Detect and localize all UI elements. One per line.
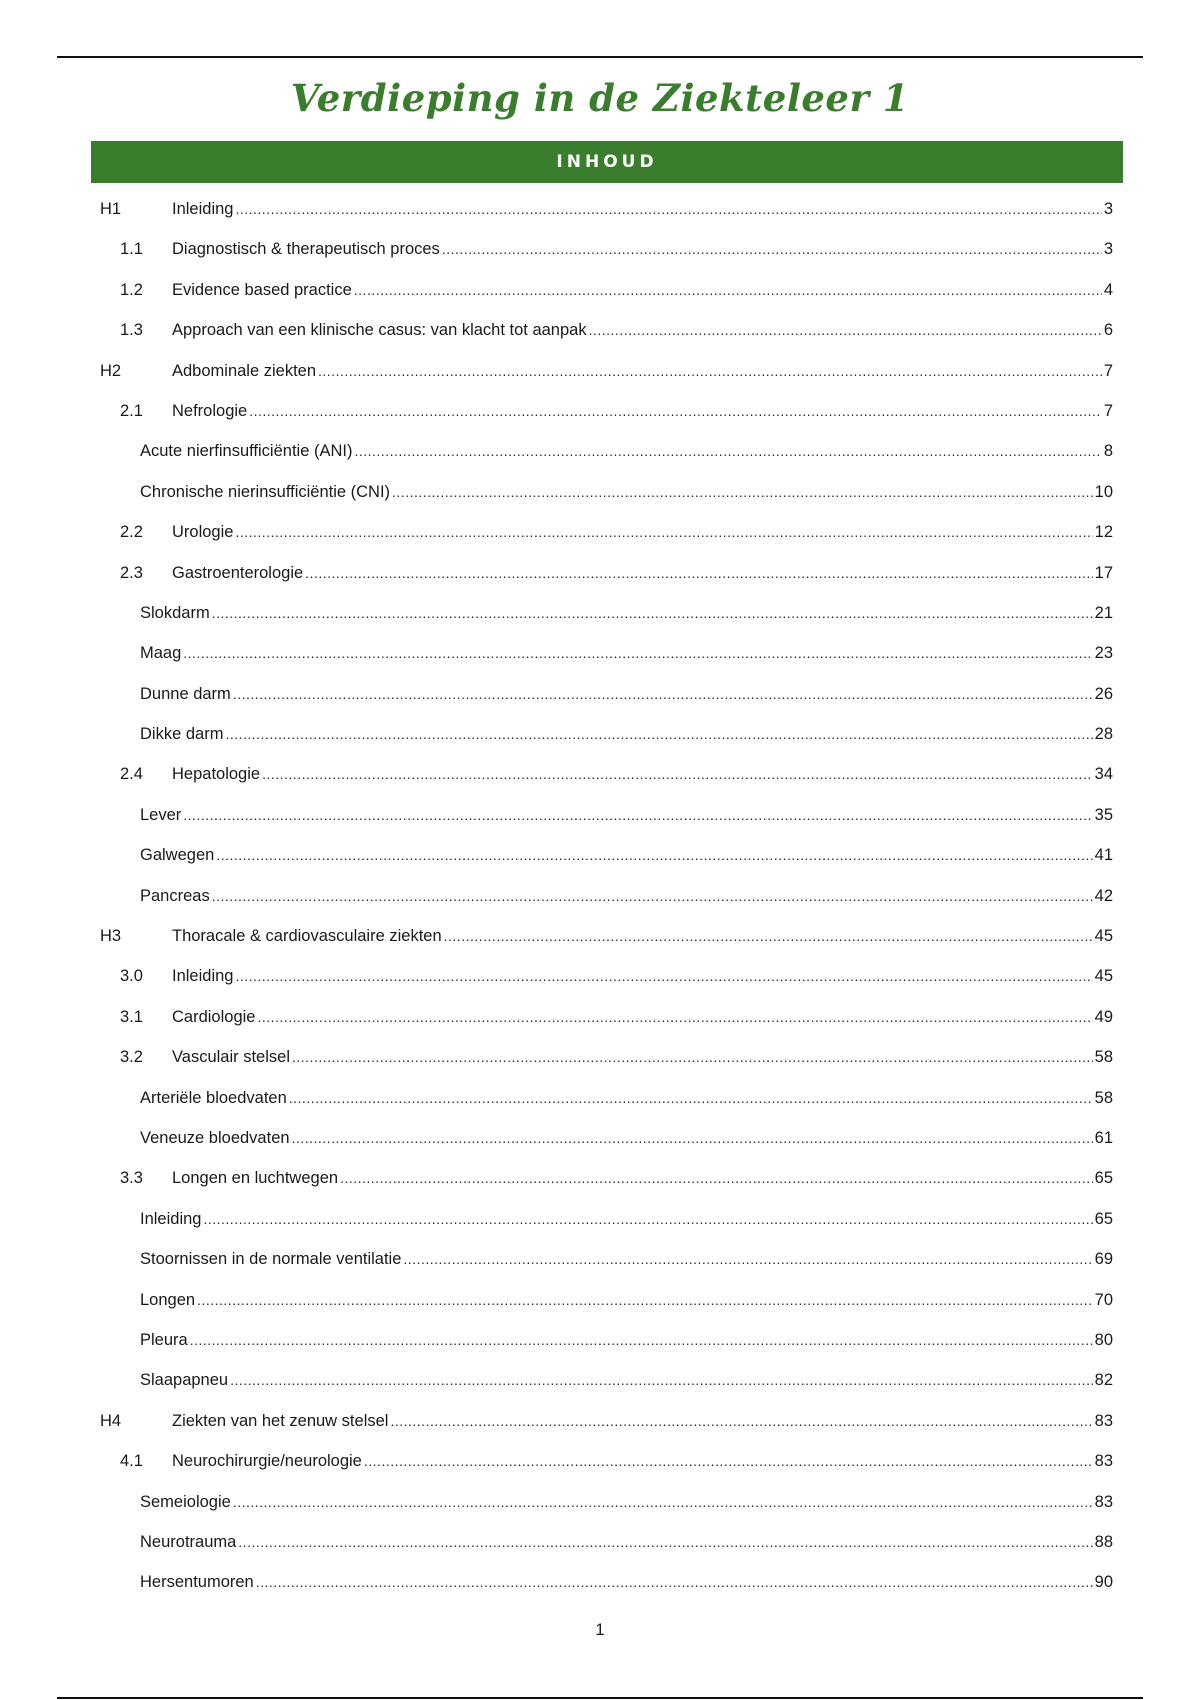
toc-entry-number: H4 [100, 1411, 122, 1430]
toc-entry-label[interactable]: Maag [140, 644, 182, 663]
toc-entry[interactable] [0, 1320, 1200, 1360]
toc-entry-row [172, 391, 1113, 431]
toc-entry[interactable] [0, 1280, 1200, 1320]
toc-entry-row [140, 431, 1113, 471]
dot-leader [212, 876, 1093, 916]
toc-entry-row [172, 189, 1113, 229]
toc-entry-page[interactable]: 45 [1094, 967, 1113, 986]
toc-entry-page[interactable]: 49 [1094, 1007, 1113, 1026]
toc-entry-row [172, 512, 1113, 552]
toc-entry[interactable] [0, 1360, 1200, 1400]
toc-entry-number: 2.3 [120, 563, 143, 582]
toc-entry-row [140, 714, 1113, 754]
toc-entry-label[interactable]: Approach van een klinische casus: van klacht tot aanpak [172, 321, 587, 340]
dot-leader [390, 1401, 1092, 1441]
toc-entry-label[interactable]: Stoornissen in de normale ventilatie [140, 1250, 402, 1269]
toc-entry[interactable] [0, 997, 1200, 1037]
toc-entry-page[interactable]: 83 [1094, 1411, 1113, 1430]
toc-entry-label[interactable]: Cardiologie [172, 1007, 256, 1026]
dot-leader [305, 553, 1092, 593]
toc-entry-row [172, 1158, 1113, 1198]
toc-entry-page[interactable]: 17 [1094, 563, 1113, 582]
toc-entry-row [140, 876, 1113, 916]
toc-entry-row [140, 1522, 1113, 1562]
toc-entry[interactable] [0, 553, 1200, 593]
toc-entry[interactable] [0, 431, 1200, 471]
toc-entry-label[interactable]: Pancreas [140, 886, 210, 905]
dot-leader [442, 229, 1102, 269]
toc-entry-page[interactable]: 65 [1094, 1209, 1113, 1228]
toc-entry[interactable] [0, 795, 1200, 835]
toc-entry-page[interactable]: 82 [1094, 1371, 1113, 1390]
dot-leader [216, 835, 1092, 875]
dot-leader [183, 795, 1092, 835]
toc-entry-label[interactable]: Diagnostisch & therapeutisch proces [172, 240, 440, 259]
dot-leader [262, 754, 1093, 794]
toc-entry-label[interactable]: Inleiding [172, 200, 234, 218]
toc-entry[interactable] [0, 512, 1200, 552]
toc-entry[interactable] [0, 916, 1200, 956]
toc-entry-label[interactable]: Urologie [172, 523, 234, 542]
toc-entry-row [172, 1441, 1113, 1481]
dot-leader [354, 270, 1102, 310]
toc-entry-label[interactable]: Slokdarm [140, 603, 210, 622]
toc-entry-row [140, 1562, 1113, 1602]
top-divider [57, 56, 1143, 58]
toc-entry-row [172, 1037, 1113, 1077]
toc-entry-label[interactable]: Nefrologie [172, 401, 248, 420]
toc-entry-label[interactable]: Arteriële bloedvaten [140, 1088, 287, 1107]
toc-entry-page[interactable]: 65 [1094, 1169, 1113, 1188]
toc-entry[interactable] [0, 1441, 1200, 1481]
toc-entry-label[interactable]: Hepatologie [172, 765, 261, 784]
toc-entry-page[interactable]: 41 [1094, 846, 1113, 865]
toc-entry-page[interactable]: 4 [1103, 280, 1113, 299]
toc-entry-page[interactable]: 34 [1094, 765, 1113, 784]
toc-entry-row [172, 270, 1113, 310]
toc-entry-number: H1 [100, 200, 122, 218]
toc-entry[interactable] [0, 835, 1200, 875]
toc-entry[interactable] [0, 1199, 1200, 1239]
toc-entry-label[interactable]: Dunne darm [140, 684, 231, 703]
toc-entry[interactable] [0, 674, 1200, 714]
dot-leader [235, 956, 1092, 996]
toc-entry-row [140, 633, 1113, 673]
toc-entry-page[interactable]: 83 [1094, 1452, 1113, 1471]
toc-entry-row [140, 1199, 1113, 1239]
toc-entry-number: 1.2 [120, 280, 143, 299]
toc-entry[interactable] [0, 310, 1200, 350]
toc-entry-number: 2.2 [120, 523, 143, 542]
dot-leader [225, 714, 1092, 754]
toc-entry-number: 3.2 [120, 1048, 143, 1067]
toc-entry-label[interactable]: Semeiologie [140, 1492, 231, 1511]
toc-entry-label[interactable]: Neurochirurgie/neurologie [172, 1452, 362, 1471]
toc-entry[interactable] [0, 229, 1200, 269]
dot-leader [318, 351, 1102, 391]
toc-entry[interactable] [0, 956, 1200, 996]
dot-leader [589, 310, 1102, 350]
toc-entry-page[interactable]: 90 [1094, 1573, 1113, 1592]
dot-leader [354, 431, 1101, 471]
dot-leader [190, 1320, 1093, 1360]
toc-entry[interactable] [0, 1562, 1200, 1602]
dot-leader [233, 1482, 1093, 1522]
dot-leader [292, 1118, 1093, 1158]
toc-entry-row [172, 553, 1113, 593]
toc-entry-page[interactable]: 28 [1094, 725, 1113, 744]
toc-entry-label[interactable]: Ziekten van het zenuw stelsel [172, 1411, 389, 1430]
toc-entry[interactable] [0, 1522, 1200, 1562]
dot-leader [235, 189, 1101, 229]
toc-entry-label[interactable]: Neurotrauma [140, 1532, 237, 1551]
toc-entry[interactable] [0, 189, 1200, 229]
toc-entry-label[interactable]: Galwegen [140, 846, 215, 865]
toc-entry-number: 2.1 [120, 401, 143, 420]
toc-entry[interactable] [0, 1158, 1200, 1198]
toc-entry[interactable] [0, 593, 1200, 633]
toc-entry-label[interactable]: Longen [140, 1290, 196, 1309]
dot-leader [230, 1360, 1093, 1400]
toc-entry[interactable] [0, 1239, 1200, 1279]
toc-entry-row [172, 754, 1113, 794]
toc-entry-row [140, 835, 1113, 875]
toc-entry[interactable] [0, 270, 1200, 310]
dot-leader [233, 674, 1093, 714]
toc-entry-row [172, 351, 1113, 391]
toc-entry-page[interactable]: 10 [1094, 482, 1113, 501]
toc-entry-page[interactable]: 12 [1094, 523, 1113, 542]
toc-entry-label[interactable]: Gastroenterologie [172, 563, 304, 582]
toc-entry-number: 3.3 [120, 1169, 143, 1188]
toc-entry-page[interactable]: 21 [1094, 603, 1113, 622]
dot-leader [392, 472, 1093, 512]
toc-entry[interactable] [0, 1037, 1200, 1077]
toc-entry[interactable] [0, 1078, 1200, 1118]
toc-entry-label[interactable]: Veneuze bloedvaten [140, 1128, 290, 1147]
dot-leader [256, 1562, 1093, 1602]
toc-entry-row [140, 593, 1113, 633]
dot-leader [292, 1037, 1093, 1077]
toc-entry[interactable] [0, 1482, 1200, 1522]
toc-entry-row [140, 472, 1113, 512]
toc-entry-row [140, 1482, 1113, 1522]
dot-leader [203, 1199, 1092, 1239]
bottom-divider [57, 1697, 1143, 1699]
toc-entry-page[interactable]: 23 [1094, 644, 1113, 663]
toc-heading: INHOUD [91, 141, 1123, 183]
toc-entry[interactable] [0, 391, 1200, 431]
toc-entry[interactable] [0, 754, 1200, 794]
toc-entry-page[interactable]: 26 [1094, 684, 1113, 703]
toc-entry-row [172, 916, 1113, 956]
toc-entry-row [140, 1360, 1113, 1400]
toc-entry-number: 1.3 [120, 321, 143, 340]
toc-entry-page[interactable]: 7 [1103, 401, 1113, 420]
toc-entry-page[interactable]: 6 [1103, 321, 1113, 340]
page-number: 1 [595, 1621, 605, 1639]
toc-entry[interactable] [0, 714, 1200, 754]
dot-leader [257, 997, 1092, 1037]
toc-entry-label[interactable]: Adbominale ziekten [172, 361, 317, 380]
toc-entry-row [172, 229, 1113, 269]
dot-leader [197, 1280, 1093, 1320]
toc-entry-row [140, 1280, 1113, 1320]
toc-entry-label[interactable]: Pleura [140, 1330, 188, 1349]
toc-entry-page[interactable]: 42 [1094, 886, 1113, 905]
toc-entry-row [140, 1320, 1113, 1360]
toc-entry-page[interactable]: 80 [1094, 1330, 1113, 1349]
toc-entry-page[interactable]: 8 [1103, 442, 1113, 461]
toc-entry-label[interactable]: Acute nierfinsufficiëntie (ANI) [140, 442, 353, 461]
dot-leader [364, 1441, 1093, 1481]
toc-entry-number: 2.4 [120, 765, 143, 784]
toc-entry-page[interactable]: 3 [1103, 240, 1113, 259]
toc-entry-label[interactable]: Thoracale & cardiovasculaire ziekten [172, 927, 442, 946]
toc-entry-row [172, 1401, 1113, 1441]
toc-entry[interactable] [0, 633, 1200, 673]
toc-entry[interactable] [0, 472, 1200, 512]
toc-entry-label[interactable]: Hersentumoren [140, 1573, 254, 1592]
toc-entry-label[interactable]: Longen en luchtwegen [172, 1169, 339, 1188]
toc-entry-row [172, 997, 1113, 1037]
dot-leader [289, 1078, 1093, 1118]
toc-entry-label[interactable]: Lever [140, 805, 182, 824]
dot-leader [235, 512, 1092, 552]
toc-entry-label[interactable]: Slaapapneu [140, 1371, 229, 1390]
dot-leader [212, 593, 1093, 633]
toc-entry-page[interactable]: 83 [1094, 1492, 1113, 1511]
toc-entry-page[interactable]: 35 [1094, 805, 1113, 824]
toc-entry-page[interactable]: 7 [1103, 361, 1113, 380]
dot-leader [444, 916, 1093, 956]
dot-leader [238, 1522, 1092, 1562]
toc-entry-row [140, 1239, 1113, 1279]
toc-entry-row [172, 956, 1113, 996]
toc-entry-row [172, 310, 1113, 350]
toc-entry-label[interactable]: Inleiding [140, 1209, 202, 1228]
toc-entry-page[interactable]: 45 [1094, 927, 1113, 946]
toc-entry-number: 3.1 [120, 1007, 143, 1026]
toc-entry-label[interactable]: Inleiding [172, 967, 234, 986]
toc-entry-page[interactable]: 58 [1094, 1088, 1113, 1107]
toc-entry-number: 4.1 [120, 1452, 143, 1471]
toc-entry-row [140, 1118, 1113, 1158]
toc-entry-page[interactable]: 88 [1094, 1532, 1113, 1551]
toc-entry-label[interactable]: Chronische nierinsufficiëntie (CNI) [140, 482, 391, 501]
toc-entry-label[interactable]: Dikke darm [140, 725, 224, 744]
dot-leader [340, 1158, 1093, 1198]
toc-entry-number: H3 [100, 927, 122, 946]
toc-entry[interactable] [0, 351, 1200, 391]
dot-leader [249, 391, 1102, 431]
toc-entry-row [140, 795, 1113, 835]
toc-entry-page[interactable]: 69 [1094, 1250, 1113, 1269]
toc-entry-page[interactable]: 58 [1094, 1048, 1113, 1067]
toc-entry-row [140, 1078, 1113, 1118]
toc-entry-label[interactable]: Vasculair stelsel [172, 1048, 290, 1067]
document-title: Verdieping in de Ziekteleer 1 [290, 76, 910, 120]
toc-entry-number: H2 [100, 361, 122, 380]
table-of-contents [0, 189, 1200, 1603]
toc-entry-page[interactable]: 61 [1094, 1128, 1113, 1147]
toc-entry-number: 3.0 [120, 967, 143, 986]
toc-entry-page[interactable]: 3 [1103, 200, 1113, 218]
toc-entry-page[interactable]: 70 [1094, 1290, 1113, 1309]
toc-entry-number: 1.1 [120, 240, 143, 259]
toc-entry[interactable] [0, 1118, 1200, 1158]
dot-leader [403, 1239, 1092, 1279]
toc-entry[interactable] [0, 876, 1200, 916]
toc-entry-row [140, 674, 1113, 714]
toc-entry-label[interactable]: Evidence based practice [172, 280, 352, 299]
dot-leader [183, 633, 1092, 673]
toc-entry[interactable] [0, 1401, 1200, 1441]
